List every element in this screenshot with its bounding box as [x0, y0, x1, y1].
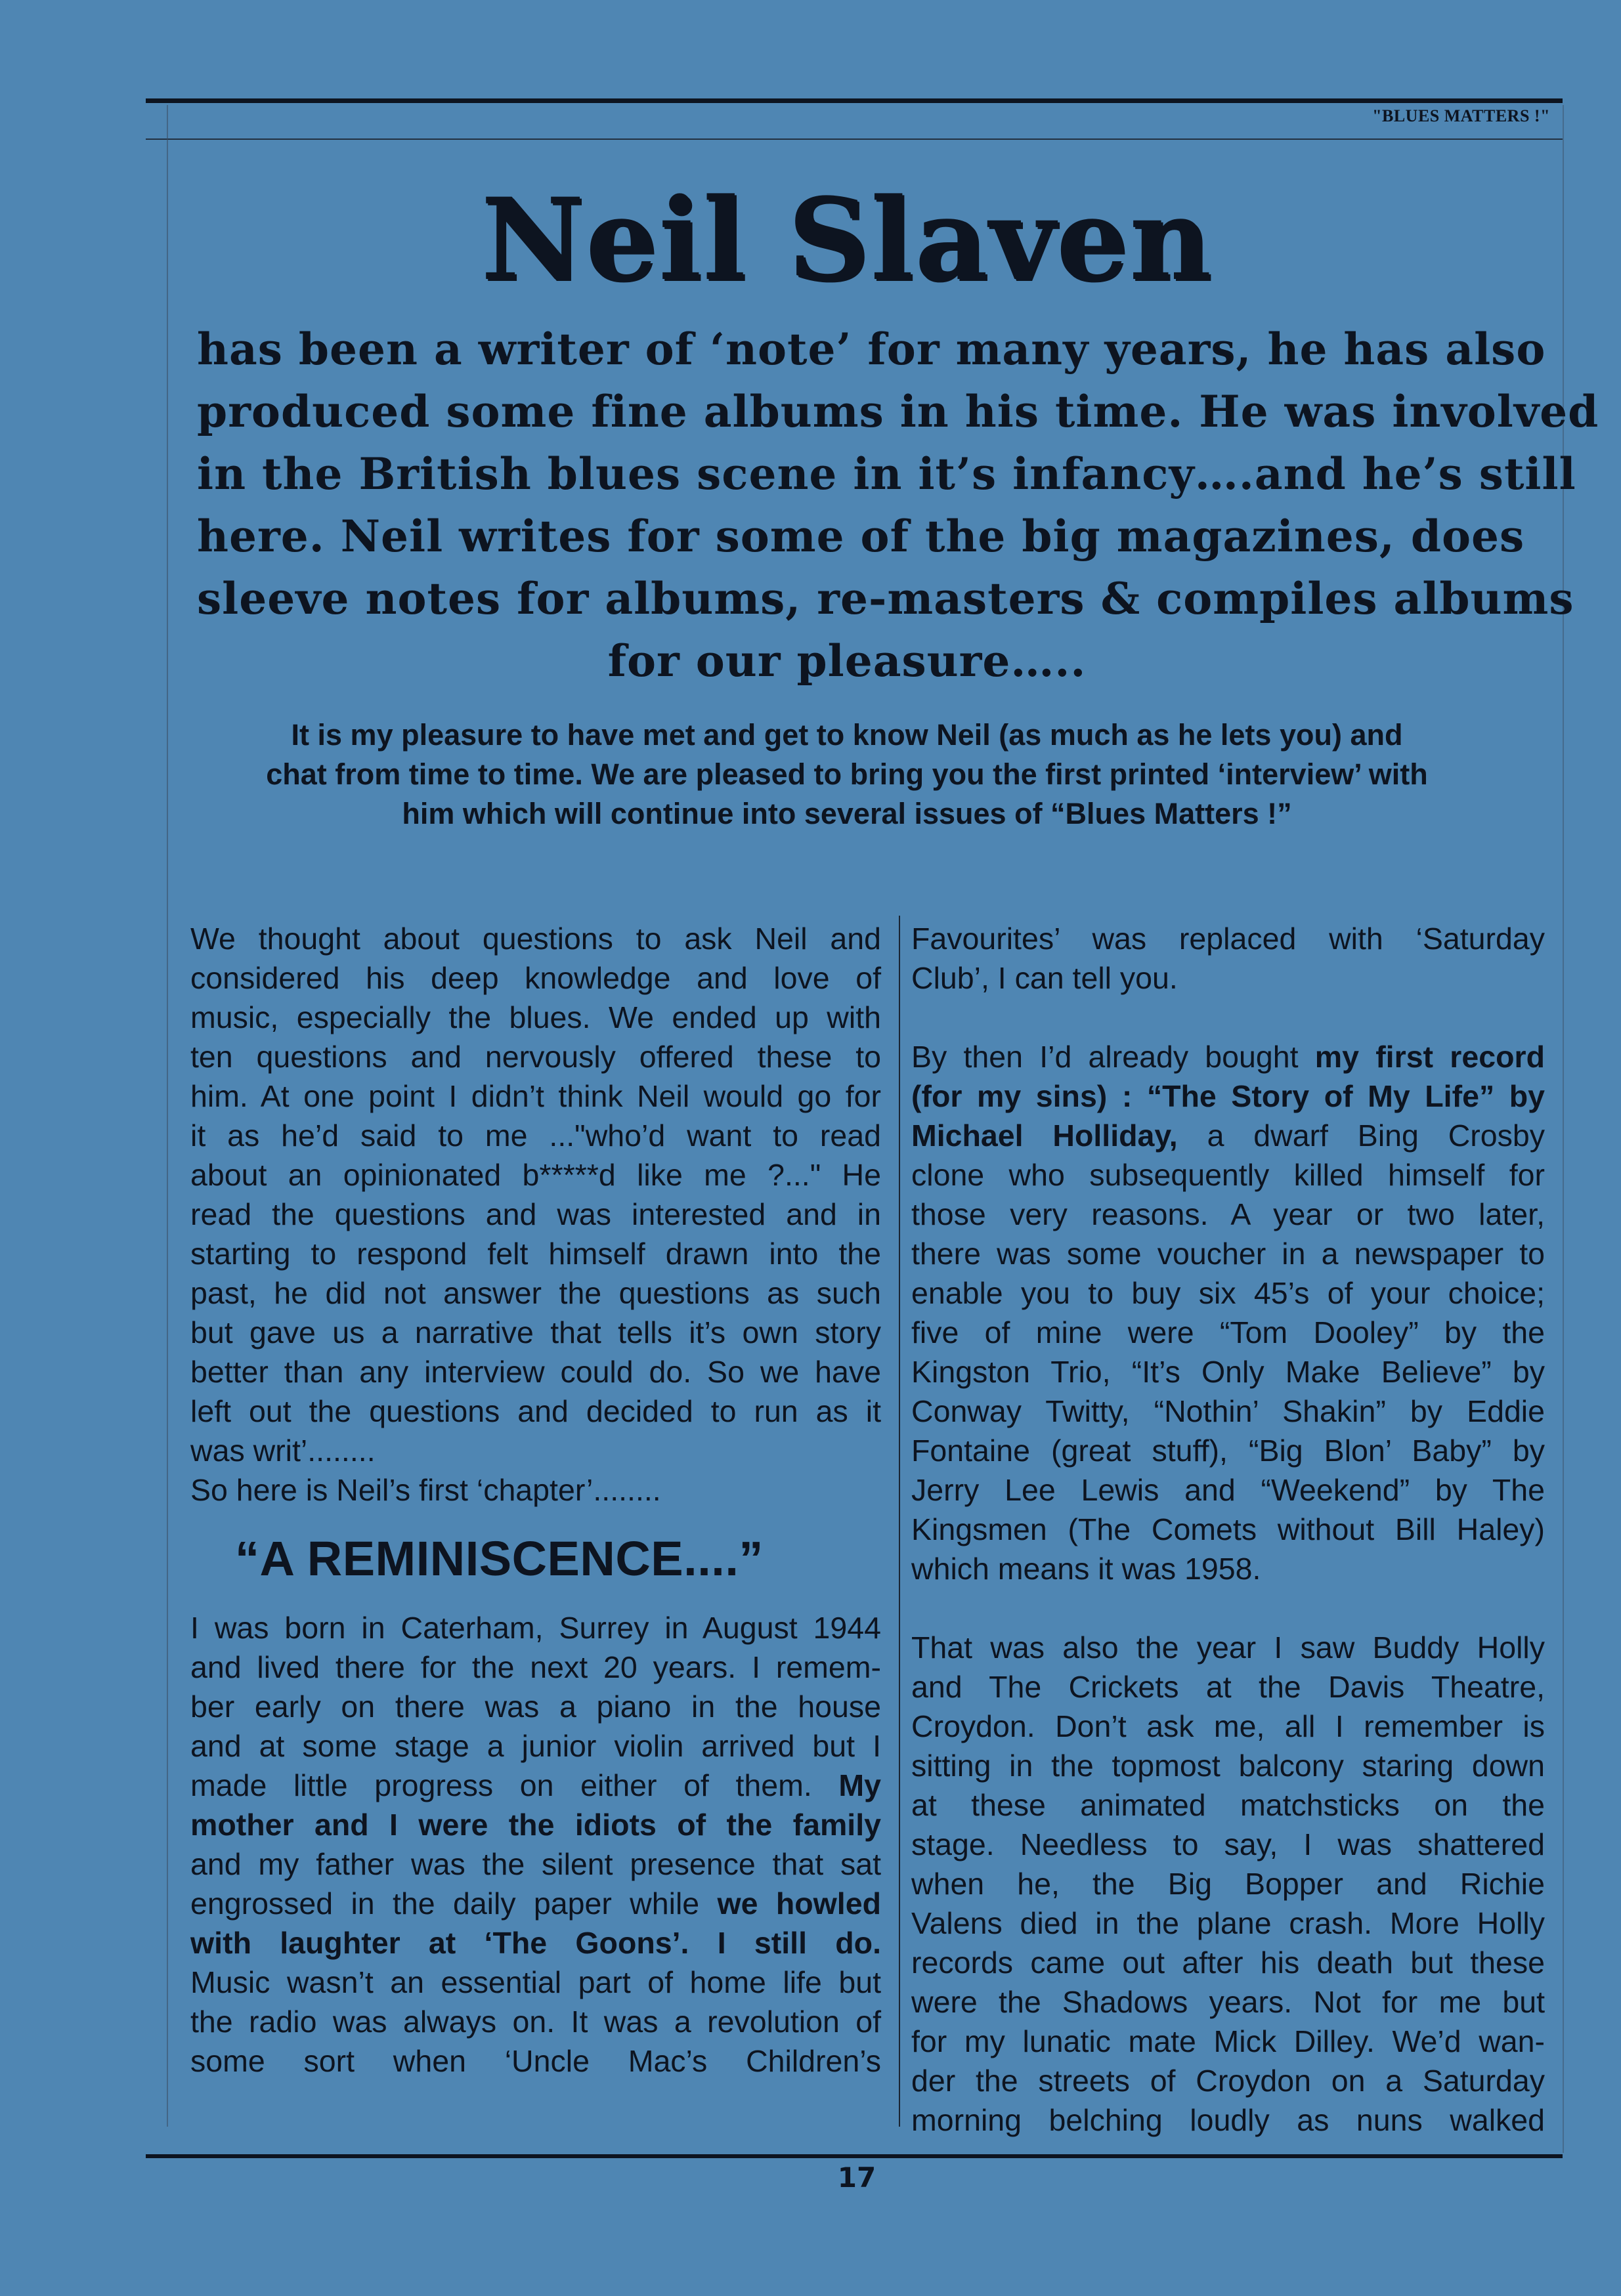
body-line: when he, the Big Bopper and Richie	[911, 1867, 1545, 1901]
body-line: read the questions and was interested and in	[190, 1197, 881, 1231]
body-text: By then I’d already bought	[911, 1040, 1299, 1074]
body-line: enable you to buy six 45’s of your choice;	[911, 1276, 1545, 1310]
body-text: a dwarf Bing Crosby	[1207, 1118, 1545, 1153]
body-line: was writ’........	[190, 1434, 376, 1468]
left-column	[190, 919, 881, 2081]
body-bold-text: with laughter at ‘The Goons’. I still do.	[190, 1926, 881, 1960]
body-line: but gave us a narrative that tells it’s own story	[190, 1315, 881, 1350]
section-heading: “A REMINISCENCE....”	[235, 1531, 764, 1586]
intro-line: in the British blues scene in it’s infancy….and he’s still	[197, 448, 1576, 500]
body-line: sitting in the topmost balcony staring down	[911, 1749, 1545, 1783]
body-line: and The Crickets at the Davis Theatre,	[911, 1670, 1545, 1704]
body-line: records came out after his death but these	[911, 1945, 1545, 1980]
body-line: for my lunatic mate Mick Dilley. We’d wan-	[911, 2024, 1545, 2058]
lead-line: him which will continue into several issues of “Blues Matters !”	[402, 797, 1292, 830]
body-line: about an opinionated b*****d like me ?..." He	[190, 1158, 881, 1192]
frame-left-line	[167, 105, 168, 2127]
body-line: stage. Needless to say, I was shattered	[911, 1827, 1545, 1861]
body-line	[190, 1884, 881, 1923]
body-line: it as he’d said to me ..."who’d want to read	[190, 1118, 881, 1153]
body-line: Club’, I can tell you.	[911, 961, 1178, 995]
lead-line: chat from time to time. We are pleased to bring you the first printed ‘interview’ with	[266, 757, 1428, 791]
body-line: the radio was always on. It was a revolution of	[190, 2005, 881, 2039]
body-line: left out the questions and decided to run as it	[190, 1394, 881, 1428]
body-line: better than any interview could do. So we have	[190, 1355, 881, 1389]
body-line: and at some stage a junior violin arrived but I	[190, 1729, 881, 1763]
body-line	[911, 1037, 1545, 1076]
body-bold-text: mother and I were the idiots of the family	[190, 1808, 881, 1842]
running-head: "BLUES MATTERS !"	[1372, 106, 1550, 125]
body-text: engrossed in the daily paper while	[190, 1886, 700, 1921]
top-rule-thin	[146, 138, 1563, 140]
body-line: music, especially the blues. We ended up with	[190, 1000, 881, 1034]
body-text: made little progress on either of them.	[190, 1768, 812, 1802]
body-bold-text: Michael Holliday,	[911, 1118, 1178, 1153]
intro-line: for our pleasure…..	[607, 635, 1087, 687]
column-divider	[899, 916, 900, 2127]
article-title: Neil Slaven	[481, 173, 1213, 306]
bottom-rule	[146, 2154, 1563, 2158]
body-bold-text: my first record	[1314, 1040, 1545, 1074]
body-line: there was some voucher in a newspaper to	[911, 1237, 1545, 1271]
lead-line: It is my pleasure to have met and get to know Neil (as much as he lets you) and	[291, 718, 1403, 752]
page-number: 17	[837, 2161, 876, 2194]
intro-blurb	[197, 318, 1599, 692]
body-line: Kingston Trio, “It’s Only Make Believe” by	[911, 1355, 1545, 1389]
body-bold-text: (for my sins) : “The Story of My Life” by	[911, 1079, 1545, 1113]
intro-line: produced some fine albums in his time. He was involved	[197, 386, 1599, 437]
body-line: him. At one point I didn’t think Neil would go for	[190, 1079, 881, 1113]
paragraph-gap	[911, 1588, 1545, 1628]
body-line: five of mine were “Tom Dooley” by the	[911, 1315, 1545, 1350]
body-line: and my father was the silent presence that sat	[190, 1847, 881, 1881]
body-line: ten questions and nervously offered these to	[190, 1040, 881, 1074]
body-line: considered his deep knowledge and love of	[190, 961, 881, 995]
body-line: Fontaine (great stuff), “Big Blon’ Baby” by	[911, 1434, 1545, 1468]
intro-line: here. Neil writes for some of the big magazines, does	[197, 511, 1525, 562]
body-line: Croydon. Don’t ask me, all I remember is	[911, 1709, 1545, 1743]
intro-line: has been a writer of ‘note’ for many years, he has also	[197, 324, 1546, 375]
body-line	[190, 1923, 881, 1963]
intro-line: sleeve notes for albums, re-masters & compiles albums	[197, 573, 1574, 624]
body-line: So here is Neil’s first ‘chapter’........	[190, 1473, 661, 1507]
body-line: past, he did not answer the questions as such	[190, 1276, 881, 1310]
body-line: Favourites’ was replaced with ‘Saturday	[911, 922, 1545, 956]
body-line: Jerry Lee Lewis and “Weekend” by The	[911, 1473, 1545, 1507]
body-line	[911, 1116, 1545, 1155]
body-line: starting to respond felt himself drawn into the	[190, 1237, 881, 1271]
body-line: Music wasn’t an essential part of home life but	[190, 1965, 881, 1999]
paragraph-gap	[911, 998, 1545, 1037]
body-line: Valens died in the plane crash. More Holly	[911, 1906, 1545, 1940]
body-bold-text: My	[838, 1768, 881, 1802]
right-column	[911, 919, 1545, 2140]
body-line	[911, 1076, 1545, 1116]
body-line: which means it was 1958.	[911, 1552, 1261, 1586]
body-line	[190, 1805, 881, 1844]
body-line: clone who subsequently killed himself for	[911, 1158, 1545, 1192]
body-bold-text: we howled	[717, 1886, 881, 1921]
body-line: Conway Twitty, “Nothin’ Shakin” by Eddie	[911, 1394, 1545, 1428]
top-rule	[146, 98, 1563, 103]
body-line: morning belching loudly as nuns walked	[911, 2103, 1545, 2137]
body-line: Kingsmen (The Comets without Bill Haley)	[911, 1512, 1545, 1546]
body-line: some sort when ‘Uncle Mac’s Children’s	[190, 2044, 881, 2078]
body-line: That was also the year I saw Buddy Holly	[911, 1630, 1545, 1665]
body-line: at these animated matchsticks on the	[911, 1788, 1545, 1822]
body-line: We thought about questions to ask Neil and	[190, 922, 881, 956]
body-line	[190, 1766, 881, 1805]
lead-paragraph	[197, 715, 1497, 834]
body-line: ber early on there was a piano in the house	[190, 1690, 881, 1724]
body-line: der the streets of Croydon on a Saturday	[911, 2064, 1545, 2098]
body-line: were the Shadows years. Not for me but	[911, 1985, 1545, 2019]
body-line: those very reasons. A year or two later,	[911, 1197, 1545, 1231]
body-line: I was born in Caterham, Surrey in August 1944	[190, 1611, 881, 1645]
body-line: and lived there for the next 20 years. I remem-	[190, 1650, 881, 1684]
